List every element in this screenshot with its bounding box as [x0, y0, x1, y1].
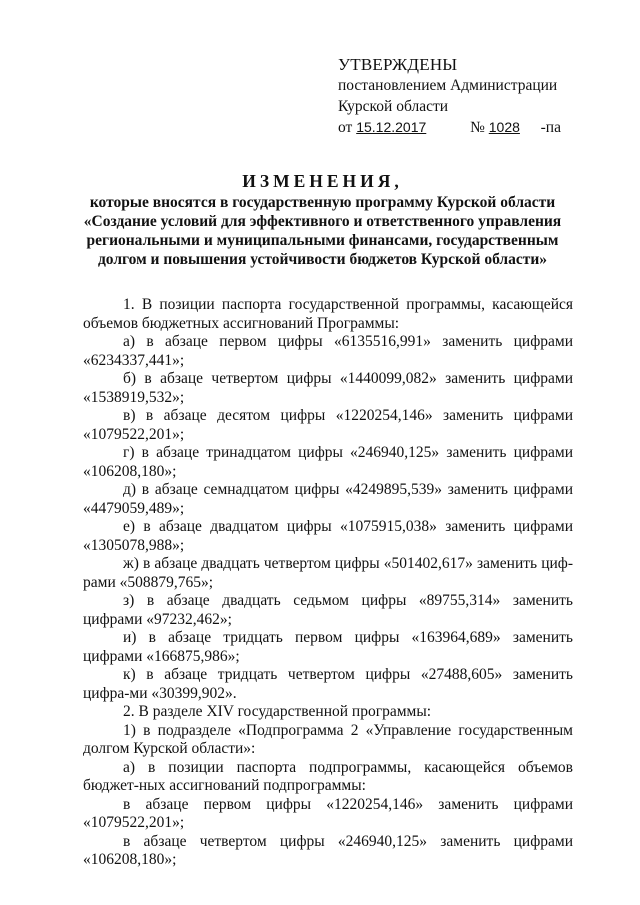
item-d: д) в абзаце семнадцатом цифры «4249895,539» заменить цифрами «4479059,489»; — [83, 481, 573, 517]
approval-region: Курской области — [338, 98, 449, 115]
paragraph-2: 2. В разделе XIV государственной программы: — [123, 703, 432, 720]
approval-stamp — [338, 54, 561, 138]
date-prefix: от — [338, 119, 353, 136]
item-b: б) в абзаце четвертом цифры «1440099,082» заменить цифрами «1538919,532»; — [83, 370, 573, 406]
item-a: а) в абзаце первом цифры «6135516,991» заменить цифрами «6234337,441»; — [83, 333, 573, 369]
subsection-1a: а) в позиции паспорта подпрограммы, касающейся объемов бюджет-ных ассигнований подпрограммы: — [83, 758, 573, 794]
item-z: з) в абзаце двадцать седьмом цифры «89755,314» заменить цифрами «97232,462»; — [83, 592, 573, 628]
item-k: к) в абзаце тридцать четвертом цифры «27488,605» заменить цифра-ми «30399,902». — [83, 666, 573, 702]
item-zh: ж) в абзаце двадцать четвертом цифры «501402,617» заменить циф-рами «508879,765»; — [83, 555, 573, 591]
number-prefix: № — [470, 119, 485, 136]
title-line: «Создание условий для эффективного и ответственного управления — [83, 213, 562, 230]
approval-number: 1028 — [488, 119, 520, 135]
approval-date: 15.12.2017 — [356, 119, 427, 135]
approval-heading: УТВЕРЖДЕНЫ — [338, 55, 458, 74]
sub-item-1-line: в абзаце первом цифры «1220254,146» заменить цифрами — [123, 795, 573, 813]
sub-item-2-line: «106208,180»; — [83, 851, 177, 868]
title-line: которые вносятся в государственную программу Курской области — [89, 194, 556, 211]
document-body — [83, 296, 573, 870]
item-v: в) в абзаце десятом цифры «1220254,146» заменить цифрами «1079522,201»; — [83, 407, 573, 443]
approval-issuer: постановлением Администрации — [338, 77, 558, 94]
sub-item-1-line: «1079522,201»; — [83, 814, 185, 831]
item-i: и) в абзаце тридцать первом цифры «163964,689» заменить цифрами «166875,986»; — [83, 629, 573, 665]
item-e: е) в абзаце двадцатом цифры «1075915,038» заменить цифрами «1305078,988»; — [83, 518, 573, 554]
number-suffix: -па — [540, 119, 561, 136]
approval-date-line — [338, 117, 561, 138]
sub-item-2-line: в абзаце четвертом цифры «246940,125» заменить цифрами — [123, 832, 573, 850]
subsection-1: 1) в подразделе «Подпрограмма 2 «Управление государственным долгом Курской области»: — [83, 721, 573, 757]
item-g: г) в абзаце тринадцатом цифры «246940,125» заменить цифрами «106208,180»; — [83, 444, 573, 480]
title-main: ИЗМЕНЕНИЯ, — [242, 171, 403, 191]
title-line: региональными и муниципальными финансами, государственным — [86, 232, 559, 249]
document-title — [70, 172, 575, 269]
title-line: долгом и повышения устойчивости бюджетов Курской области» — [97, 251, 548, 268]
paragraph-1: 1. В позиции паспорта государственной программы, касающейся объемов бюджетных ассигнований Программы: — [83, 296, 573, 332]
